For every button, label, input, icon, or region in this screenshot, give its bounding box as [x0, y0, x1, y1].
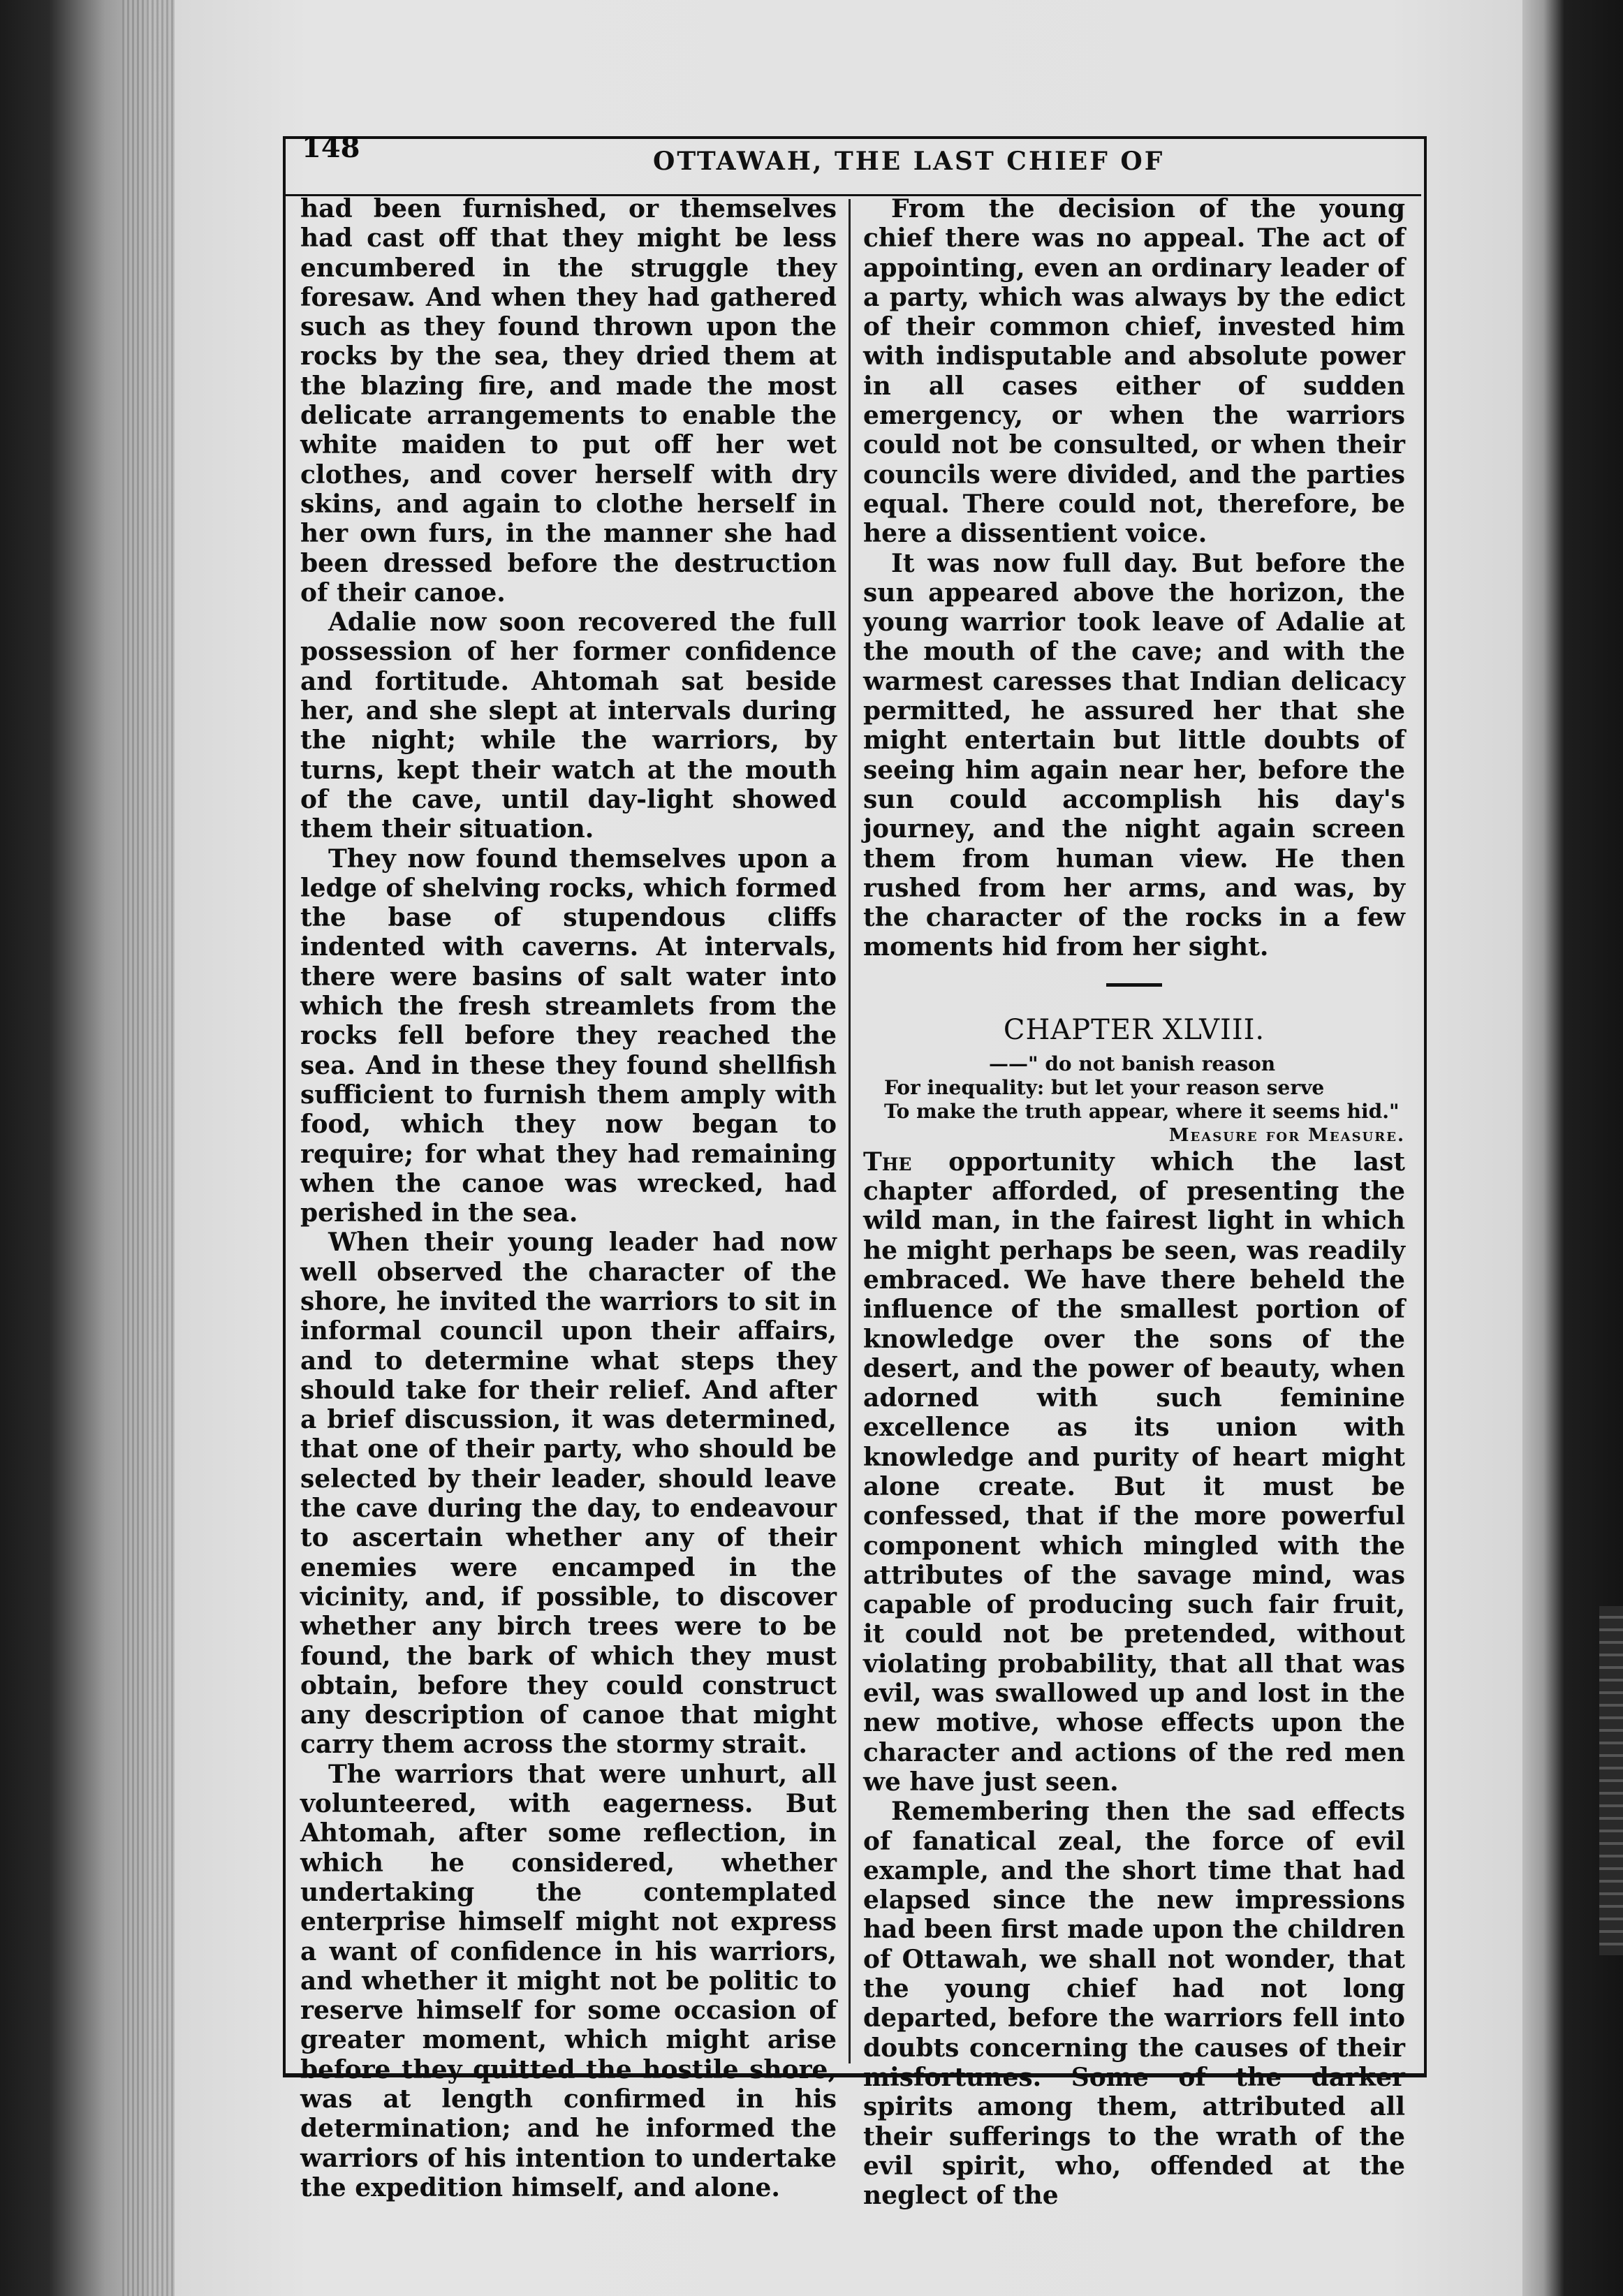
paragraph: Adalie now soon recovered the full possession of her former confidence and fortitude. Ahtomah sat beside her, and she slept at intervals during the night; while the warriors, by turns, kept their watch at the mouth of the cave, until day-light showed them their situation. [300, 608, 837, 844]
chapter-first-word: The [863, 1147, 912, 1177]
epigraph-line: ——" do not banish reason [989, 1052, 1276, 1075]
epigraph-line: For inequality: but let your reason serve [884, 1075, 1325, 1099]
paragraph: From the decision of the young chief there was no appeal. The act of appointing, even an ordinary leader of a party, which was always by the edict of their common chief, invested him with indisputable and absolute power in all cases either of sudden emergency, or when the warriors could not be consulted, or when their councils were divided, and the parties equal. There could not, therefore, be here a dissentient voice. [863, 194, 1405, 549]
scan-right-strip [1599, 1606, 1623, 1955]
paragraph: It was now full day. But before the sun appeared above the horizon, the young warrior took leave of Adalie at the mouth of the cave; and with the warmest caresses that Indian delicacy permitted, he assured her that she might entertain but little doubts of seeing him again near her, before the sun could accomplish his day's journey, and the night again screen them from human view. He then rushed from her arms, and was, by the character of the rocks in a few moments hid from her sight. [863, 548, 1405, 962]
epigraph-source: Measure for Measure. [1168, 1124, 1405, 1146]
paragraph: When their young leader had now well observed the character of the shore, he invited the warriors to sit in informal council upon their affairs, and to determine what steps they should take for their relief. And after a brief discussion, it was determined, that one of their party, who should be selected by their leader, should leave the cave during the day, to endeavour to ascertain whether any of their enemies were encamped in the vicinity, and, if possible, to discover whether any birch trees were to be found, the bark of which they must obtain, before they could construct any description of canoe that might carry them across the stormy strait. [300, 1228, 837, 1760]
chapter-paragraph [863, 1147, 1405, 1797]
paragraph: Remembering then the sad effects of fanatical zeal, the force of evil example, and the short time that had elapsed since the new impressions had been first made upon the children of Ottawah, we shall not wonder, that the young chief had not long departed, before the warriors fell into doubts concerning the causes of their misfortunes. Some of the darker spirits among them, attributed all their sufferings to the wrath of the evil spirit, who, offended at the neglect of the [863, 1797, 1405, 2211]
chapter-paragraph-text: opportunity which the last chapter afforded, of presenting the wild man, in the fairest light in which he might perhaps be seen, was readily embraced. We have there beheld the influence of the smallest portion of knowledge over the sons of the desert, and the power of beauty, when adorned with such feminine excellence as its union with knowledge and purity of heart might alone create. But it must be confessed, that if the more powerful component which mingled with the attributes of the savage mind, was capable of producing such fair fruit, it could not be pretended, without violating probability, that all that was evil, was swallowed up and lost in the new motive, whose effects upon the character and actions of the red men we have just seen. [863, 1147, 1405, 1797]
page-number: 148 [302, 131, 360, 164]
paragraph: had been furnished, or themselves had cast off that they might be less encumbered in the struggle they foresaw. And when they had gathered such as they found thrown upon the rocks by the sea, they dried them at the blazing fire, and made the most delicate arrangements to enable the white maiden to put off her wet clothes, and cover herself with dry skins, and again to clothe herself in her own furs, in the manner she had been dressed before the destruction of their canoe. [300, 194, 837, 608]
column-divider [849, 199, 851, 2063]
left-column [300, 194, 837, 2202]
chapter-title: CHAPTER XLVIII. [1003, 1013, 1265, 1046]
right-column [863, 194, 1405, 2210]
section-separator [1106, 983, 1162, 987]
paragraph: The warriors that were unhurt, all volunteered, with eagerness. But Ahtomah, after some reflection, in which he considered, whether undertaking the contemplated enterprise himself might not express a want of confidence in his warriors, and whether it might not be politic to reserve himself for some occasion of greater moment, which might arise before they quitted the hostile shore, was at length confirmed in his determination; and he informed the warriors of his intention to undertake the expedition himself, and alone. [300, 1759, 837, 2202]
running-title: OTTAWAH, THE LAST CHIEF OF [653, 147, 1165, 176]
epigraph-line: To make the truth appear, where it seems hid." [884, 1099, 1400, 1123]
paragraph: They now found themselves upon a ledge of shelving rocks, which formed the base of stupendous cliffs indented with caverns. At intervals, there were basins of salt water into which the fresh streamlets from the rocks fell before they reached the sea. And in these they found shellfish sufficient to furnish them amply with food, which they now began to require; for what they had remaining when the canoe was wrecked, had perished in the sea. [300, 844, 837, 1228]
